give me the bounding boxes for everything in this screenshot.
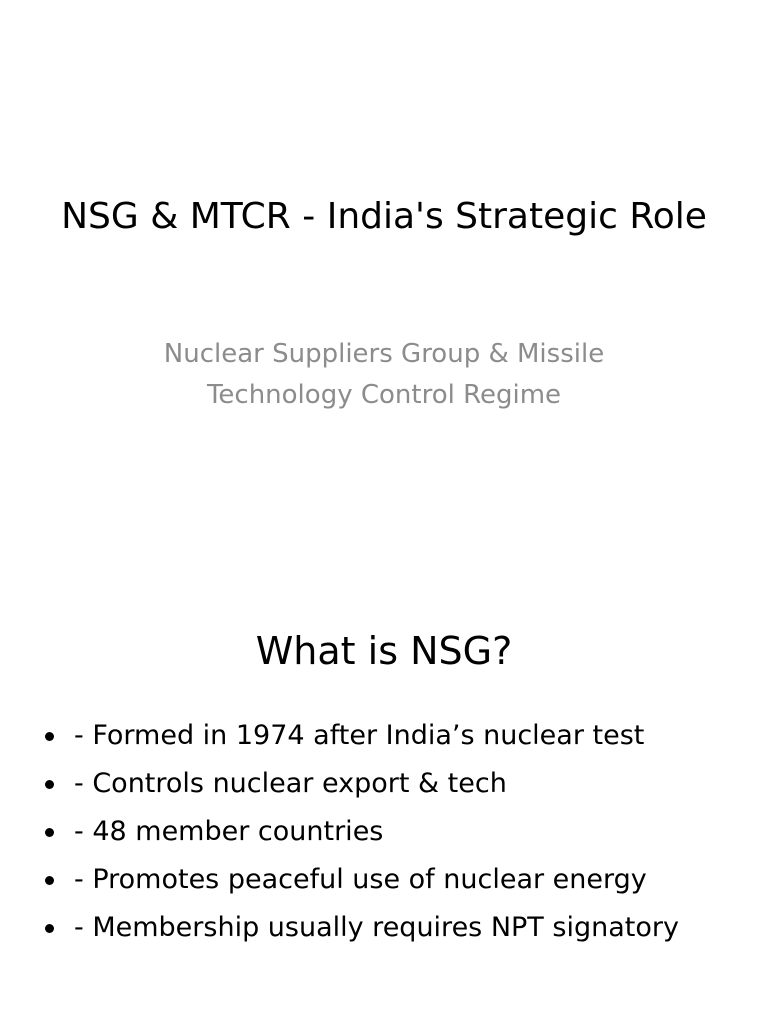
bullet-item (38, 904, 748, 952)
bullet-dot-icon (45, 828, 54, 837)
slide-title: NSG & MTCR - India's Strategic Role (61, 196, 707, 237)
bullet-dot-icon (45, 732, 54, 741)
bullet-text: - 48 member countries (74, 816, 384, 847)
bullet-dot-icon (45, 924, 54, 933)
bullet-text: - Formed in 1974 after India’s nuclear test (74, 720, 645, 751)
bullet-dot-icon (45, 780, 54, 789)
slide-subtitle: Nuclear Suppliers Group & Missile Technology Control Regime (163, 339, 605, 410)
bullet-item (38, 808, 748, 856)
bullet-item (38, 712, 748, 760)
bullet-list (38, 712, 748, 952)
bullet-text: - Promotes peaceful use of nuclear energy (74, 864, 647, 895)
section-title: What is NSG? (255, 629, 513, 673)
bullet-item (38, 856, 748, 904)
content-slide (0, 512, 768, 1024)
bullet-text: - Controls nuclear export & tech (74, 768, 507, 799)
bullet-dot-icon (45, 876, 54, 885)
bullet-text: - Membership usually requires NPT signatory (74, 912, 679, 943)
bullet-item (38, 760, 748, 808)
